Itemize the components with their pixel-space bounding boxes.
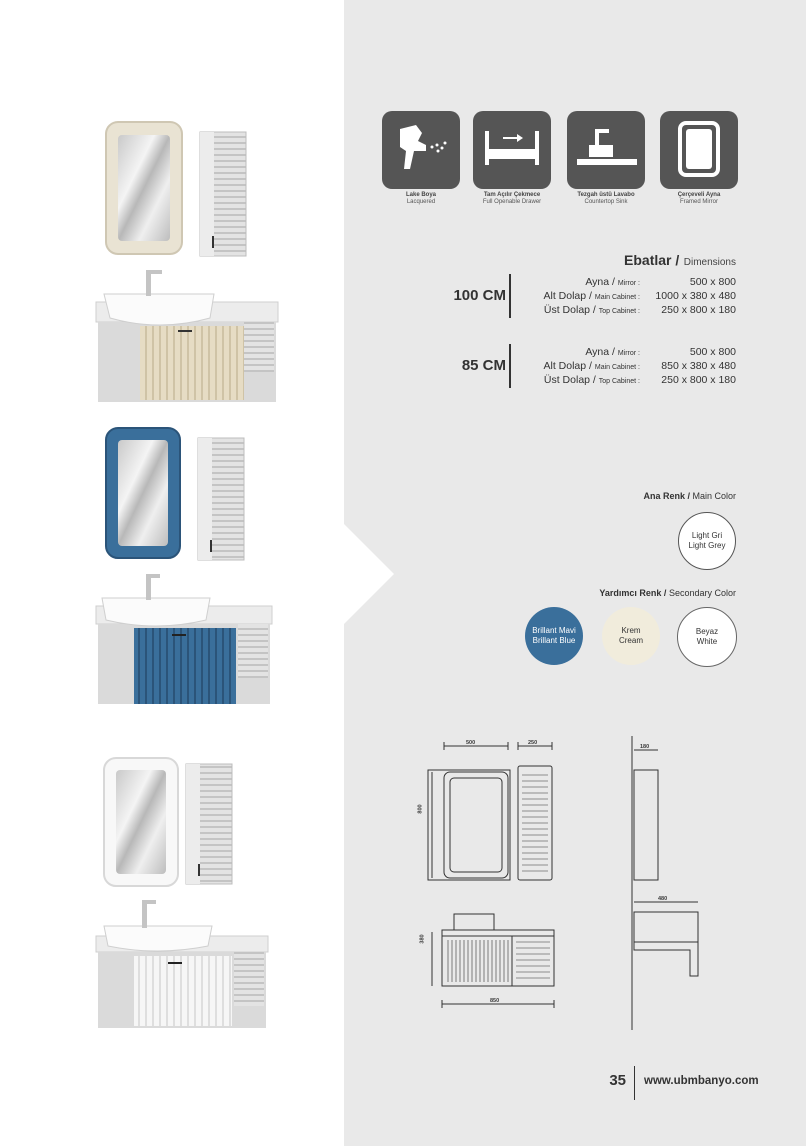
drawing-mirror-outer xyxy=(428,770,510,880)
secondary-color-header-tr: Yardımcı Renk / xyxy=(599,588,667,598)
main-color-header-tr: Ana Renk / xyxy=(643,491,690,501)
feature-title: Tezgah üstü Lavabo xyxy=(577,192,635,198)
dim-value: 250 x 800 x 180 xyxy=(661,304,736,316)
drawing-base-cabinet xyxy=(442,930,554,986)
label-depth-bottom: 480 xyxy=(658,896,668,902)
drawing-side-base xyxy=(634,912,698,942)
dim-label-tr: Üst Dolap / xyxy=(543,304,596,316)
dim-label-tr: Alt Dolap / xyxy=(543,290,592,302)
dim-label-en: Top Cabinet : xyxy=(598,308,640,315)
feature-subtitle: Lacquered xyxy=(406,199,436,205)
page-number: 35 xyxy=(609,1072,626,1089)
label-base-width: 850 xyxy=(490,998,500,1004)
drawing-base-flutes xyxy=(448,940,550,982)
dim-label-tr: Ayna / xyxy=(585,346,615,358)
swatch-label-en: Brillant Blue xyxy=(532,636,576,645)
dim-value: 500 x 800 xyxy=(689,346,736,358)
label-base-height: 380 xyxy=(419,934,426,944)
size-label-100: 100 CM xyxy=(453,287,506,304)
dimensions-title-tr: Ebatlar / xyxy=(624,252,680,268)
dim-label-en: Mirror : xyxy=(617,350,640,357)
dim-value: 850 x 380 x 480 xyxy=(661,360,736,372)
footer-divider xyxy=(634,1066,635,1100)
dimensions-title-en: Dimensions xyxy=(683,257,736,268)
feature-title: Tam Açılır Çekmece xyxy=(483,192,541,198)
drawing-side-cabinet xyxy=(634,770,658,880)
drawing-cabinet-slats xyxy=(522,775,548,871)
dim-label-en: Main Cabinet : xyxy=(594,364,640,371)
swatch-label-en: Light Grey xyxy=(688,541,726,550)
swatch-label-tr: Light Gri xyxy=(691,531,723,540)
dim-label-en: Mirror : xyxy=(617,280,640,287)
dim-label-tr: Alt Dolap / xyxy=(543,360,592,372)
dim-value: 500 x 800 xyxy=(689,276,736,288)
feature-title: Çerçeveli Ayna xyxy=(677,192,721,198)
dim-label-en: Main Cabinet : xyxy=(594,294,640,301)
label-depth-top: 180 xyxy=(640,744,650,750)
label-cabinet-width: 250 xyxy=(528,740,538,746)
swatch-label-tr: Beyaz xyxy=(695,627,719,636)
feature-subtitle: Countertop Sink xyxy=(584,199,628,205)
swatch-label-en: Cream xyxy=(618,636,643,645)
label-mirror-width: 500 xyxy=(466,740,476,746)
feature-subtitle: Framed Mirror xyxy=(679,199,718,205)
website-url: www.ubmbanyo.com xyxy=(644,1075,759,1087)
swatch-label-en: White xyxy=(696,637,718,646)
feature-title: Lake Boya xyxy=(405,192,436,198)
dim-value: 1000 x 380 x 480 xyxy=(655,290,736,302)
dim-label-en: Top Cabinet : xyxy=(598,378,640,385)
drawing-sink xyxy=(454,914,494,930)
dim-label-tr: Üst Dolap / xyxy=(543,374,596,386)
swatch-label-tr: Krem xyxy=(621,626,641,635)
label-mirror-height: 800 xyxy=(417,804,424,814)
secondary-color-header-en: Secondary Color xyxy=(668,588,736,598)
dim-label-tr: Ayna / xyxy=(585,276,615,288)
size-label-85: 85 CM xyxy=(461,357,506,374)
feature-subtitle: Full Openable Drawer xyxy=(482,199,542,205)
dim-value: 250 x 800 x 180 xyxy=(661,374,736,386)
main-color-header-en: Main Color xyxy=(692,491,736,501)
swatch-label-tr: Brillant Mavi xyxy=(532,626,576,635)
